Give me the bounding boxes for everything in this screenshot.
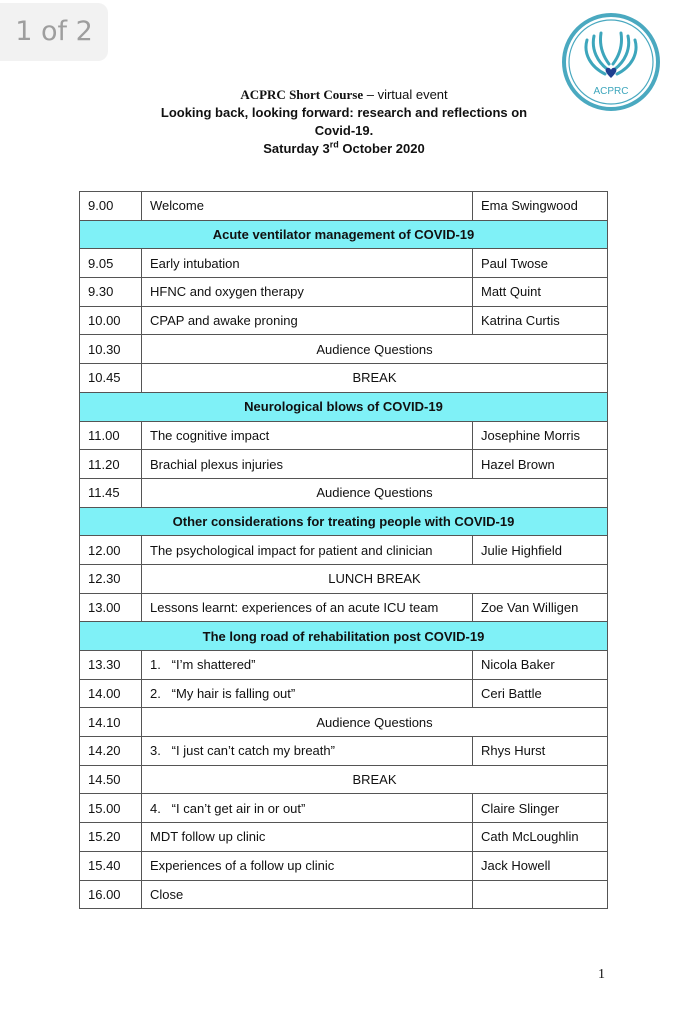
session-title: Audience Questions: [142, 478, 608, 507]
session-title: 2. “My hair is falling out”: [142, 679, 473, 708]
schedule-row: [80, 278, 608, 307]
session-speaker: Ceri Battle: [473, 679, 608, 708]
schedule-row: [80, 651, 608, 680]
section-title: The long road of rehabilitation post COVID-19: [80, 622, 608, 651]
session-speaker: Matt Quint: [473, 278, 608, 307]
session-title: Experiences of a follow up clinic: [142, 851, 473, 880]
session-title: Welcome: [142, 192, 473, 221]
schedule-row: [80, 737, 608, 766]
session-time: 12.30: [80, 564, 142, 593]
session-title: CPAP and awake proning: [142, 306, 473, 335]
session-time: 13.30: [80, 651, 142, 680]
schedule-row: [80, 708, 608, 737]
session-time: 9.00: [80, 192, 142, 221]
schedule-row: [80, 851, 608, 880]
schedule-row: [80, 536, 608, 565]
session-speaker: Claire Slinger: [473, 794, 608, 823]
section-title: Neurological blows of COVID-19: [80, 392, 608, 421]
section-header-row: [80, 220, 608, 249]
session-time: 11.45: [80, 478, 142, 507]
page-counter-badge: 1 of 2: [0, 3, 108, 61]
session-title: BREAK: [142, 765, 608, 794]
session-time: 9.05: [80, 249, 142, 278]
schedule-row: [80, 306, 608, 335]
schedule-row: [80, 564, 608, 593]
schedule-row: [80, 421, 608, 450]
session-title: Early intubation: [142, 249, 473, 278]
session-speaker: Cath McLoughlin: [473, 823, 608, 852]
schedule-row: [80, 335, 608, 364]
session-time: 12.00: [80, 536, 142, 565]
session-title: 4. “I can’t get air in or out”: [142, 794, 473, 823]
session-time: 10.30: [80, 335, 142, 364]
schedule-row: [80, 450, 608, 479]
schedule-row: [80, 794, 608, 823]
session-speaker: Jack Howell: [473, 851, 608, 880]
schedule-row: [80, 192, 608, 221]
section-header-row: [80, 622, 608, 651]
section-title: Other considerations for treating people with COVID-19: [80, 507, 608, 536]
schedule-row: [80, 364, 608, 393]
session-time: 14.00: [80, 679, 142, 708]
session-time: 14.10: [80, 708, 142, 737]
page-number: 1: [598, 967, 605, 982]
document-header: [80, 86, 608, 158]
section-header-row: [80, 507, 608, 536]
schedule-row: [80, 880, 608, 909]
session-time: 10.45: [80, 364, 142, 393]
session-time: 14.20: [80, 737, 142, 766]
schedule-row: [80, 765, 608, 794]
session-speaker: Rhys Hurst: [473, 737, 608, 766]
schedule-row: [80, 478, 608, 507]
schedule-row: [80, 679, 608, 708]
course-title: ACPRC Short Course – virtual event: [240, 87, 448, 102]
logo-text: ACPRC: [593, 86, 629, 97]
section-title: Acute ventilator management of COVID-19: [80, 220, 608, 249]
session-time: 9.30: [80, 278, 142, 307]
session-title: The cognitive impact: [142, 421, 473, 450]
session-speaker: Paul Twose: [473, 249, 608, 278]
subtitle-line-1: Looking back, looking forward: research and reflections on: [160, 105, 528, 120]
session-speaker: Katrina Curtis: [473, 306, 608, 335]
session-speaker: Julie Highfield: [473, 536, 608, 565]
session-title: HFNC and oxygen therapy: [142, 278, 473, 307]
session-speaker: [473, 880, 608, 909]
session-title: 1. “I’m shattered”: [142, 651, 473, 680]
session-title: 3. “I just can’t catch my breath”: [142, 737, 473, 766]
session-time: 15.00: [80, 794, 142, 823]
section-header-row: [80, 392, 608, 421]
session-title: LUNCH BREAK: [142, 564, 608, 593]
session-title: BREAK: [142, 364, 608, 393]
session-title: Brachial plexus injuries: [142, 450, 473, 479]
session-speaker: Ema Swingwood: [473, 192, 608, 221]
session-time: 15.40: [80, 851, 142, 880]
session-title: MDT follow up clinic: [142, 823, 473, 852]
schedule-row: [80, 823, 608, 852]
session-title: Audience Questions: [142, 708, 608, 737]
session-title: Close: [142, 880, 473, 909]
schedule-row: [80, 593, 608, 622]
session-time: 15.20: [80, 823, 142, 852]
session-time: 14.50: [80, 765, 142, 794]
session-time: 13.00: [80, 593, 142, 622]
session-speaker: Josephine Morris: [473, 421, 608, 450]
session-speaker: Nicola Baker: [473, 651, 608, 680]
event-date: Saturday 3rd October 2020: [263, 139, 425, 156]
subtitle-line-2: Covid-19.: [314, 123, 374, 138]
session-time: 16.00: [80, 880, 142, 909]
schedule-table: [79, 191, 608, 909]
session-title: Audience Questions: [142, 335, 608, 364]
session-time: 11.20: [80, 450, 142, 479]
session-speaker: Zoe Van Willigen: [473, 593, 608, 622]
session-speaker: Hazel Brown: [473, 450, 608, 479]
session-time: 10.00: [80, 306, 142, 335]
session-time: 11.00: [80, 421, 142, 450]
session-title: Lessons learnt: experiences of an acute ICU team: [142, 593, 473, 622]
schedule-row: [80, 249, 608, 278]
session-title: The psychological impact for patient and clinician: [142, 536, 473, 565]
